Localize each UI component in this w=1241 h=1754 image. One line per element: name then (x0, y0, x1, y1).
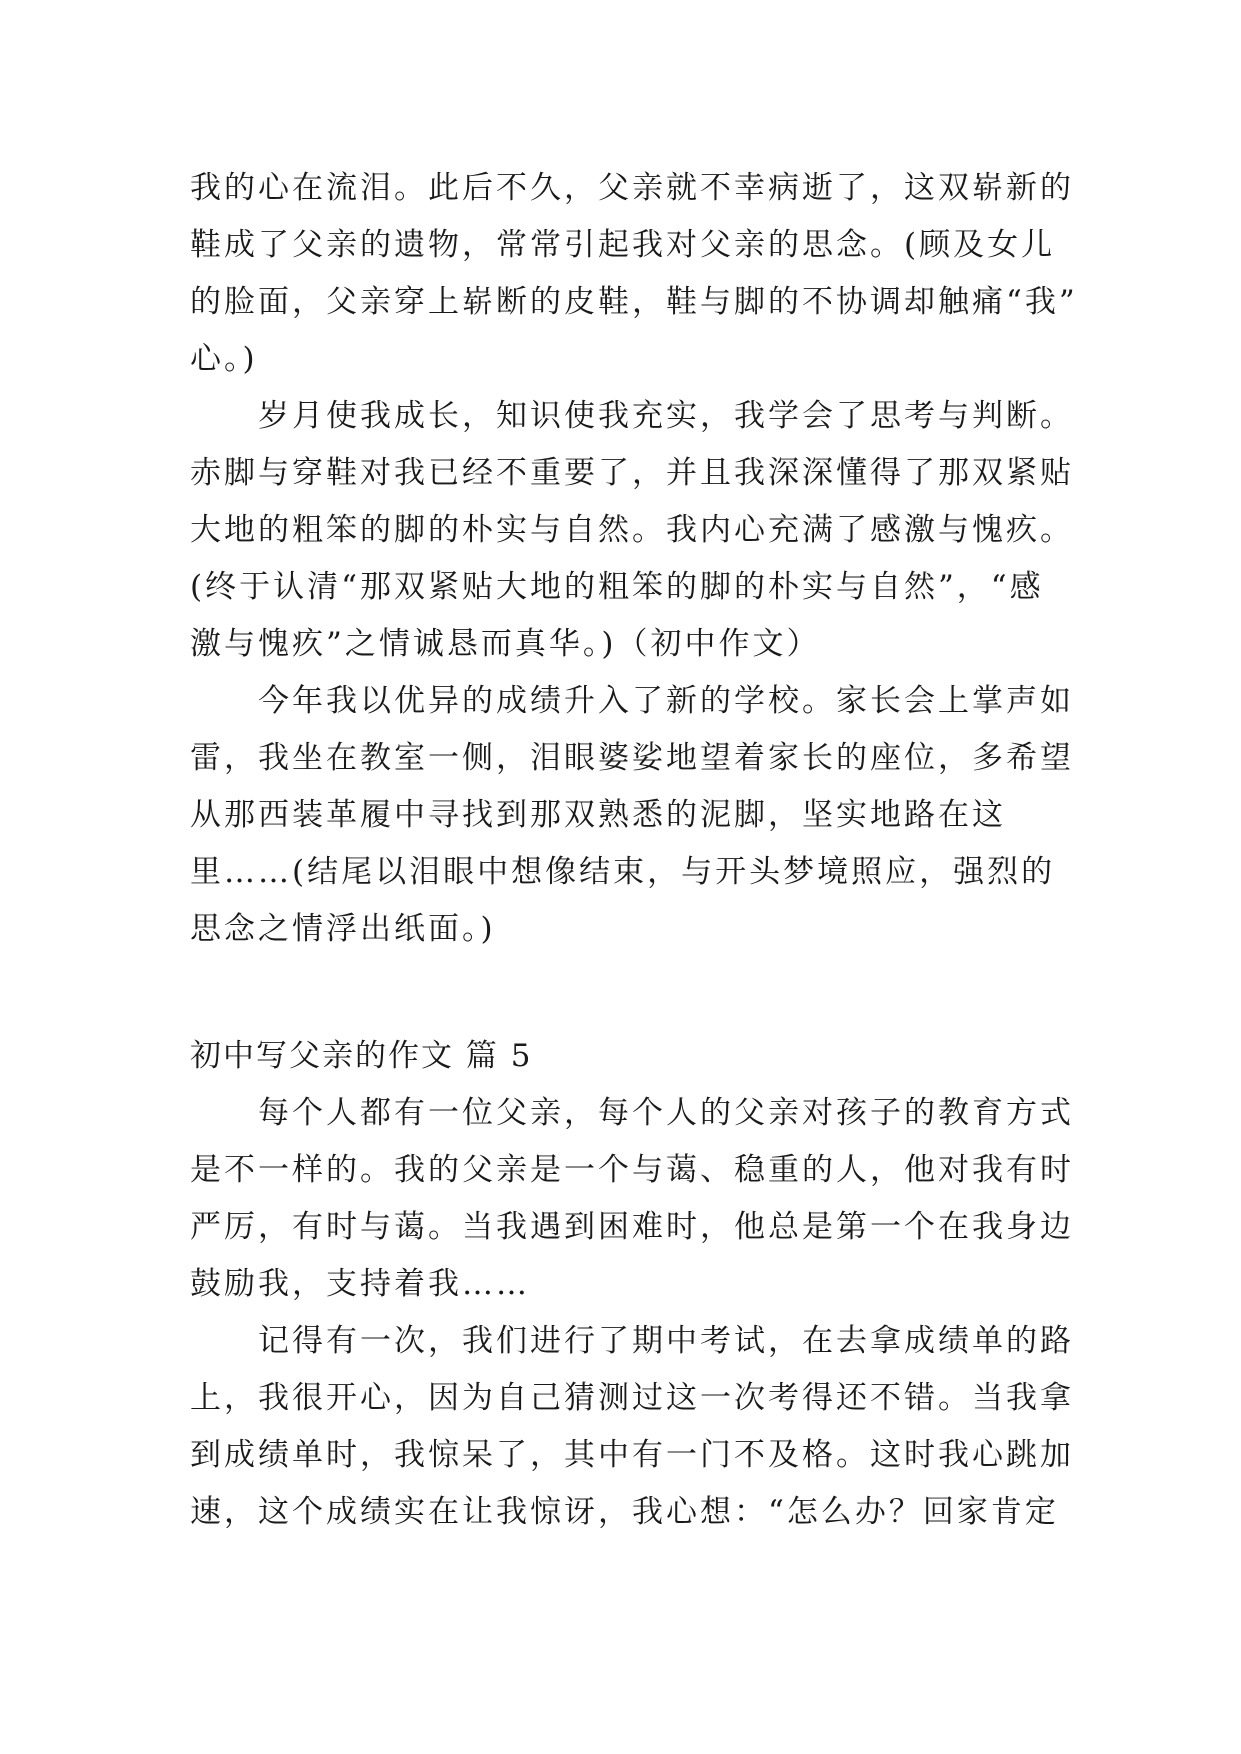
body-text-block-2 (190, 1085, 1074, 1541)
section-spacer (190, 958, 1060, 1028)
text-line: 激与愧疚”之情诚恳而真华。)（初中作文） (190, 626, 821, 662)
text-line: 每个人都有一位父亲，每个人的父亲对孩子的教育方式 (190, 1095, 1074, 1131)
section-heading: 初中写父亲的作文 篇 5 (190, 1038, 533, 1074)
text-line: 鼓励我，支持着我…… (190, 1266, 530, 1302)
text-line: 速，这个成绩实在让我惊讶，我心想：“怎么办？回家肯定 (190, 1494, 1059, 1530)
text-line: 是不一样的。我的父亲是一个与蔼、稳重的人，他对我有时 (190, 1152, 1074, 1188)
text-line: 雷，我坐在教室一侧，泪眼婆娑地望着家长的座位，多希望 (190, 740, 1074, 776)
text-line: 的脸面，父亲穿上崭断的皮鞋，鞋与脚的不协调却触痛“我” (190, 284, 1078, 320)
text-line: 我的心在流泪。此后不久，父亲就不幸病逝了，这双崭新的 (190, 170, 1074, 206)
text-line: 岁月使我成长，知识使我充实，我学会了思考与判断。 (190, 398, 1074, 434)
text-line: 赤脚与穿鞋对我已经不重要了，并且我深深懂得了那双紧贴 (190, 455, 1074, 491)
text-line: 上，我很开心，因为自己猜测过这一次考得还不错。当我拿 (190, 1380, 1074, 1416)
text-line: 今年我以优异的成绩升入了新的学校。家长会上掌声如 (190, 683, 1074, 719)
text-line: 严厉，有时与蔼。当我遇到困难时，他总是第一个在我身边 (190, 1209, 1074, 1245)
text-line: 心。) (190, 341, 258, 377)
body-text-block-1 (190, 160, 1078, 958)
text-line: 鞋成了父亲的遗物，常常引起我对父亲的思念。(顾及女儿 (190, 227, 1056, 263)
text-line: 记得有一次，我们进行了期中考试，在去拿成绩单的路 (190, 1323, 1074, 1359)
text-line: 里……(结尾以泪眼中想像结束，与开头梦境照应，强烈的 (190, 854, 1056, 890)
text-line: 从那西装革履中寻找到那双熟悉的泥脚，坚实地路在这 (190, 797, 1006, 833)
text-line: 大地的粗笨的脚的朴实与自然。我内心充满了感激与愧疚。 (190, 512, 1074, 548)
text-line: (终于认清“那双紧贴大地的粗笨的脚的朴实与自然”，“感 (190, 569, 1044, 605)
document-page (190, 160, 1078, 1541)
text-line: 到成绩单时，我惊呆了，其中有一门不及格。这时我心跳加 (190, 1437, 1074, 1473)
text-line: 思念之情浮出纸面。) (190, 911, 496, 947)
